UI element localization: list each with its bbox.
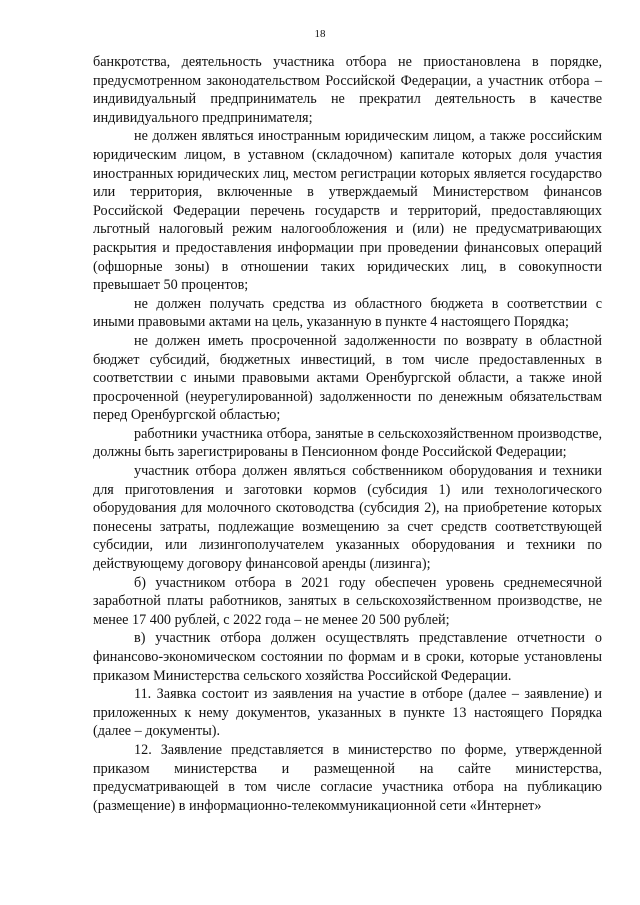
paragraph-continuation: банкротства, деятельность участника отбора не приостановлена в порядке, предусмотренном законодательством Российской Федерации, а участник отбора – индивидуальный предприниматель не прекратил деятельность в качестве индивидуального предпринимателя; xyxy=(93,54,602,126)
paragraph-item-11: 11. Заявка состоит из заявления на участие в отборе (далее – заявление) и приложенных к нему документов, указанных в пункте 13 настоящего Порядка (далее – документы). xyxy=(93,686,602,740)
paragraph-pension-fund: работники участника отбора, занятые в сельскохозяйственном производстве, должны быть зарегистрированы в Пенсионном фонде Российской Федерации; xyxy=(93,425,602,461)
paragraph-item-12: 12. Заявление представляется в министерство по форме, утвержденной приказом министерства и размещенной на сайте министерства, предусматривающей в том числе согласие участника отбора на публикацию (размещение) в информационно-телекоммуникационной сети «Интернет» xyxy=(93,741,602,814)
paragraph-regional-budget: не должен получать средства из областного бюджета в соответствии с иными правовыми актами на цель, указанную в пункте 4 настоящего Порядка; xyxy=(93,295,602,331)
paragraph-reporting: в) участник отбора должен осуществлять представление отчетности о финансово-экономическом состоянии по формам и в сроки, которые установлены приказом Министерства сельского хозяйства Российской Федерации. xyxy=(93,630,602,684)
paragraph-overdue-debt: не должен иметь просроченной задолженности по возврату в областной бюджет субсидий, бюджетных инвестиций, в том числе предоставленных в соответствии с иными правовыми актами Оренбургской области, а также иной просроченной (неурегулированной) задолженности по денежным обязательствам перед Оренбургской областью; xyxy=(93,332,602,424)
paragraph-foreign-entity: не должен являться иностранным юридическим лицом, а также российским юридическим лицом, в уставном (складочном) капитале которых доля участия иностранных юридических лиц, местом регистрации которых является государство или территория, включенные в утверждаемый Министерством финансов Российской Федерации перечень государств и территорий, предоставляющих льготный налоговый режим налогообложения и (или) не предусматривающих раскрытия и предоставления информации при проведении финансовых операций (офшорные зоны) в отношении таких юридических лиц, в совокупности превышает 50 процентов; xyxy=(93,128,602,294)
paragraph-equipment-owner: участник отбора должен являться собственником оборудования и техники для приготовления и заготовки кормов (субсидия 1) или технологического оборудования для молочного скотоводства (субсидия 2), на приобретение которых понесены затраты, подлежащие возмещению за счет средств соответствующей субсидии, или лизингополучателем указанных оборудования и техники по действующему договору финансовой аренды (лизинга); xyxy=(93,463,602,573)
paragraph-salary-level: б) участником отбора в 2021 году обеспечен уровень среднемесячной заработной платы работников, занятых в сельскохозяйственном производстве, не менее 17 400 рублей, с 2022 года – не менее 20 500 рублей; xyxy=(93,574,602,628)
page-number: 18 xyxy=(314,28,326,40)
document-body xyxy=(93,53,602,815)
